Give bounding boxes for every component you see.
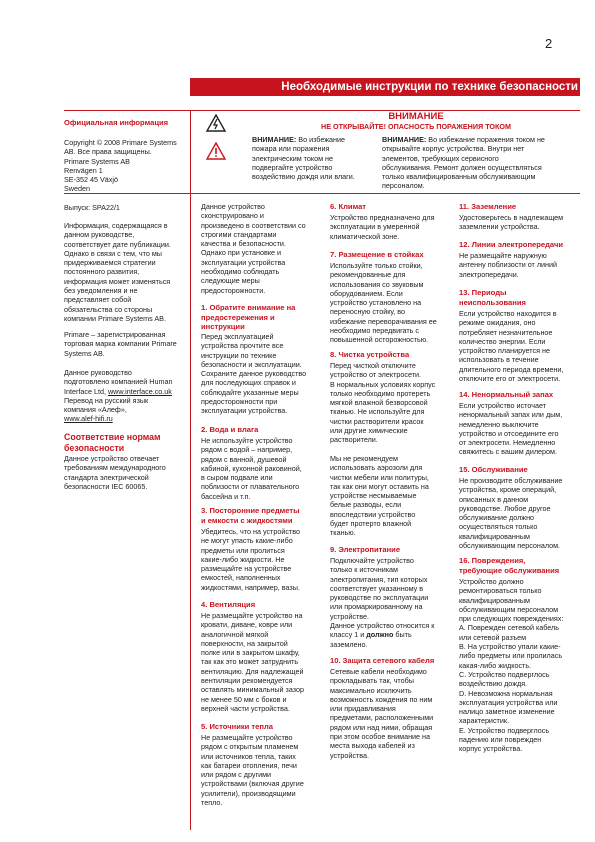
section-6-heading: 6. Климат xyxy=(330,202,367,211)
copyright-text: Copyright © 2008 Primare Systems AB. Все права защищены. Primare Systems AB Renvägen 1 SE-352 45 Växjö Sweden xyxy=(64,138,177,194)
norms-heading: Соответствие нормам безопасности xyxy=(64,432,161,453)
issue-text: Выпуск: SPA22/1 xyxy=(64,203,120,212)
section-16-heading: 16. Повреждения, требующие обслуживания xyxy=(459,556,560,575)
section-9-heading: 9. Электропитание xyxy=(330,545,401,554)
section-4-text: Не размещайте устройство на кровати, диване, ковре или аналогичной мягкой поверхности, на закрытой полке или в закрытом шкафу, так как это может затруднить вентиляцию. Для надлежащей вентиляции рекомендуется оставлять минимальный зазор не менее 50 мм с боков и верхней части устройства. xyxy=(201,611,304,713)
section-8-heading: 8. Чистка устройства xyxy=(330,350,410,359)
section-14-text: Если устройство источает ненормальный запах или дым, немедленно выключите устройство и отсоедините его от электросети. Немедленно свяжитесь с вашим дилером. xyxy=(459,401,563,457)
section-12-heading: 12. Линии электропередачи xyxy=(459,240,564,249)
section-9-text: Подключайте устройство только к источникам электропитания, тип которых соответствует указанному в руководстве по эксплуатации или промаркированному на устройстве. Данное устройство относится к классу 1 и должно быть заземлено. xyxy=(330,556,435,649)
section-8-text: Перед чисткой отключите устройство от электросети. В нормальных условиях корпус только необходимо протереть мягкой влажной безворсовой тканью. Не используйте для чистки растворители красок или другие химические растворители. Мы не рекомендуем использовать аэрозоли для чистки мебели или политуры, так как они могут оставить на устройстве несмываемые белые разводы, если впоследствии устройство будет протерто влажной тканью. xyxy=(330,361,436,538)
intro-text: Данное устройство сконструировано и произведено в соответствии со строгими стандартами качества и безопасности. Однако при установке и эксплуатации устройства необходимо соблюдать следующие меры предосторожности. xyxy=(201,202,306,295)
warning-right-label: ВНИМАНИЕ: xyxy=(382,135,427,144)
section-13-heading: 13. Периоды неиспользования xyxy=(459,288,526,307)
section-2-text: Не используйте устройство рядом с водой – например, рядом с ванной, душевой кабиной, кухонной раковиной, в сыром подвале или поблизости от плавательного бассейна и т.п. xyxy=(201,436,302,501)
section-1-heading: 1. Обратите внимание на предостережения и инструкции xyxy=(201,303,296,332)
section-3-heading: 3. Посторонние предметы и емкости с жидкостями xyxy=(201,506,300,525)
section-13-text: Если устройство находится в режиме ожидания, оно потребляет незначительное количество энергии. Если устройство планируется не использовать в течение длительного периода времени, отключите его от электросети. xyxy=(459,309,564,384)
section-5-heading: 5. Источники тепла xyxy=(201,722,274,731)
norms-text: Данное устройство отвечает требованиям международного стандарта электрической безопасности IEC 60065. xyxy=(64,454,166,491)
section-5-text: Не размещайте устройство рядом с открытым пламенем или источников тепла, таких как батареи отопления, печи или рядом с другими устройствами (включая другие усилители), производящими тепло. xyxy=(201,733,304,808)
section-15-heading: 15. Обслуживание xyxy=(459,465,528,474)
warning-left-label: ВНИМАНИЕ: xyxy=(252,135,297,144)
warning-left-text: ВНИМАНИЕ: Во избежание пожара или поражения электрическим током не подвергайте устройство воздействию дождя или влаги. xyxy=(252,135,355,182)
page-title-banner: Необходимые инструкции по технике безопасности xyxy=(190,78,580,96)
section-6-text: Устройство предназначено для эксплуатации в умеренной климатической зоне. xyxy=(330,213,435,241)
section-15-text: Не производите обслуживание устройства, кроме операций, описанных в данном руководстве. Любое другое обслуживание должно осуществляться только квалифицированным обслуживающим персоналом. xyxy=(459,476,563,551)
section-11-heading: 11. Заземление xyxy=(459,202,517,211)
warning-right-text: ВНИМАНИЕ: Во избежание поражения током не открывайте корпус устройства. Внутри нет элементов, требующих сервисного обслуживания. Ремонт должен осуществляться только квалифицированным обслуживающим персоналом. xyxy=(382,135,545,191)
interface-link[interactable]: www.interface.co.uk xyxy=(107,386,172,396)
warning-subtitle: НЕ ОТКРЫВАЙТЕ! ОПАСНОСТЬ ПОРАЖЕНИЯ ТОКОМ xyxy=(321,122,511,131)
must-emphasis: должно xyxy=(366,630,394,640)
warning-title: ВНИМАНИЕ xyxy=(388,111,444,122)
exclamation-warning-icon xyxy=(206,142,226,160)
page-number: 2 xyxy=(545,36,553,51)
section-12-text: Не размещайте наружную антенну поблизости от линий электропередачи. xyxy=(459,251,558,279)
section-2-heading: 2. Вода и влага xyxy=(201,425,259,434)
section-11-text: Удостоверьтесь в надлежащем заземлении устройства. xyxy=(459,213,564,232)
column-divider xyxy=(190,110,191,830)
section-10-heading: 10. Защита сетевого кабеля xyxy=(330,656,435,665)
section-7-text: Используйте только стойки, рекомендованные для использования со звуковым оборудованием. Если устройство установлено на переносную стойку, во избежание переворачивания ее необходимо передвигать с повышенной осторожностью. xyxy=(330,261,437,345)
section-7-heading: 7. Размещение в стойках xyxy=(330,250,424,259)
info-text: Информация, содержащаяся в данном руководстве, соответствует дате публикации. Однако в связи с тем, что мы придерживаемся стратегии постоянного развития, информация может изменяться без уведомления и не представляет собой обязательства со стороны компании Primare Systems AB. xyxy=(64,221,171,323)
section-3-text: Убедитесь, что на устройство не могут упасть какие-либо предметы или пролиться какие-либо жидкости. Не размещайте на устройстве емкостей, наполненных жидкостями, например, вазы. xyxy=(201,527,300,592)
section-10-text: Сетевые кабели необходимо прокладывать так, чтобы максимально исключить возможность хождения по ним или придавливания предметами, расположенными рядом или над ними, обращая при этом особое внимание на места выхода кабелей из устройства. xyxy=(330,667,434,760)
translation-text: Перевод на русский язык компания «Алеф», xyxy=(64,396,149,415)
section-14-heading: 14. Ненормальный запах xyxy=(459,390,554,399)
section-16-text: Устройство должно ремонтироваться только квалифицированным обслуживающим персоналом при следующих повреждениях: A. Поврежден сетевой кабель или сетевой разъем B. На устройство упали какие- либо предметы или пролилась какая-либо жидкость. C. Устройство подверглось воздействию дождя. D. Невозможна нормальная эксплуатация устройства или налицо заметное изменение характеристик. E. Устройство подверглось падению или поврежден корпус устройства. xyxy=(459,577,564,754)
lightning-warning-icon xyxy=(206,114,226,132)
section-4-heading: 4. Вентиляция xyxy=(201,600,256,609)
official-info-heading: Официальная информация xyxy=(64,118,169,127)
trademark-text: Primare – зарегистрированная торговая марка компании Primare Systems AB. xyxy=(64,330,177,358)
alef-link[interactable]: www.alef-hifi.ru xyxy=(64,414,113,423)
section-1-text: Перед эксплуатацией устройства прочтите все инструкции по технике безопасности и эксплуатации. Сохраните данное руководство для последующих справок и соблюдайте указанные меры предосторожности при эксплуатации устройства. xyxy=(201,332,307,416)
prepared-text: Данное руководство подготовлено компанией Human Interface Ltd, www.interface.co.uk xyxy=(64,368,173,396)
